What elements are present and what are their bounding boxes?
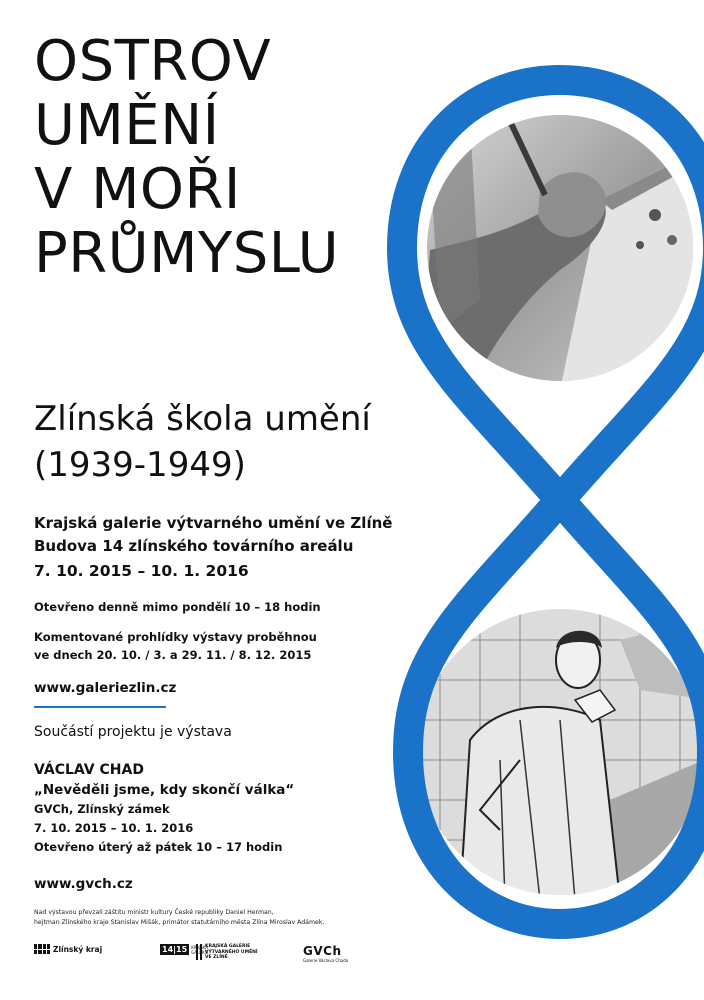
title-line: PRŮMYSLU bbox=[34, 221, 340, 286]
building-name: Budova 14 zlínského továrního areálu bbox=[34, 537, 354, 555]
logo-1415-box: 14|15 bbox=[162, 945, 188, 954]
logo-1415-sub: KRAJSKÁ GALERIE bbox=[191, 944, 209, 955]
artist-name: VÁCLAV CHAD bbox=[34, 762, 144, 778]
poster-subtitle bbox=[34, 396, 371, 488]
subtitle-line: (1939-1949) bbox=[34, 445, 246, 485]
logo-zlinsky-kraj bbox=[34, 944, 102, 954]
related-intro: Součástí projektu je výstava bbox=[34, 724, 232, 740]
gvch-label: GVCh bbox=[303, 944, 342, 958]
gallery-website-link[interactable]: www.galeriezlin.cz bbox=[34, 680, 177, 696]
patronage-line: Nad výstavou převzali záštitu ministr kultury České republiky Daniel Herman, bbox=[34, 909, 274, 916]
patronage-line: hejtman Zlínského kraje Stanislav Mišák, primátor statutárního města Zlína Miroslav Adámek. bbox=[34, 919, 325, 926]
image-artist-hand bbox=[420, 100, 704, 390]
title-line: OSTROV bbox=[34, 29, 272, 94]
tours-line: ve dnech 20. 10. / 3. a 29. 11. / 8. 12. 2015 bbox=[34, 648, 312, 662]
gvch-website-link[interactable]: www.gvch.cz bbox=[34, 876, 133, 892]
zlinsky-kraj-label: Zlínský kraj bbox=[53, 944, 103, 954]
related-place: GVCh, Zlínský zámek bbox=[34, 802, 170, 816]
tours-line: Komentované prohlídky výstavy proběhnou bbox=[34, 630, 317, 644]
guided-tours bbox=[34, 628, 317, 664]
gallery-name: Krajská galerie výtvarného umění ve Zlíně bbox=[34, 514, 393, 532]
related-dates: 7. 10. 2015 – 10. 1. 2016 bbox=[34, 821, 194, 835]
zlinsky-kraj-mark-icon bbox=[34, 944, 50, 954]
exhibition-dates: 7. 10. 2015 – 10. 1. 2016 bbox=[34, 562, 249, 580]
exhibition-name: „Nevěděli jsme, kdy skončí válka“ bbox=[34, 782, 295, 798]
gvch-sub: Galerie Václava Chada bbox=[303, 958, 349, 963]
patronage-note bbox=[34, 908, 394, 928]
kgvu-mark-icon bbox=[196, 944, 202, 960]
related-opening-hours: Otevřeno úterý až pátek 10 – 17 hodin bbox=[34, 840, 283, 854]
subtitle-line: Zlínská škola umění bbox=[34, 399, 371, 439]
logo-gvch bbox=[303, 944, 348, 963]
divider bbox=[34, 706, 166, 708]
title-line: UMĚNÍ bbox=[34, 93, 220, 158]
poster-title bbox=[34, 30, 339, 286]
logo-kgvu bbox=[196, 944, 263, 961]
venue-info bbox=[34, 512, 392, 583]
kgvu-label: KRAJSKÁ GALERIE VÝTVARNÉHO UMĚNÍ VE ZLÍNĚ bbox=[205, 944, 258, 960]
title-line: V MOŘI bbox=[34, 157, 241, 222]
opening-hours: Otevřeno denně mimo pondělí 10 – 18 hodin bbox=[34, 600, 321, 614]
related-exhibition bbox=[34, 760, 294, 857]
